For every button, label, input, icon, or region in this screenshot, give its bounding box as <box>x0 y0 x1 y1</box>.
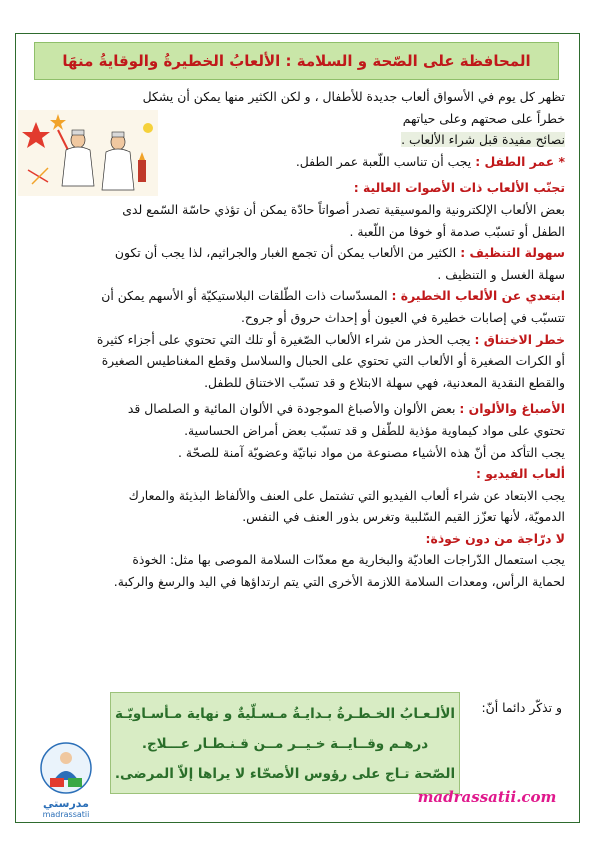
article-body <box>30 86 565 593</box>
video-text-1: يجب الابتعاد عن شراء ألعاب الفيديو التي تشتمل على العنف والألفاظ البذيئة والمعارك <box>128 487 565 503</box>
age-text: يجب أن تناسب اللّعبة عمر الطفل. <box>295 153 472 169</box>
proverb-line-3: الصّحة تـاج على رؤوس الأصحّاء لا يراها إلاّ المرضى. <box>114 766 456 782</box>
school-logo-icon <box>36 742 96 794</box>
bicycle-text-1: يجب استعمال الدّراجات العاديّة والبخارية مع معدّات السلامة الموصى بها مثل: الخوذة <box>132 552 565 568</box>
intro-line-2: خطراً على صحتهم وعلى حياتهم <box>402 110 565 126</box>
dangerous-heading: ابتعدي عن الألعاب الخطيرة : <box>391 288 565 304</box>
bicycle-heading: لا درّاجة من دون خوذة: <box>425 530 565 546</box>
paints-text-3: يجب التأكد من أنّ هذه الأشياء مصنوعة من مواد نباتيّة وعضويّة آمنة للصحّة . <box>177 444 565 460</box>
title-banner <box>34 42 559 80</box>
cleaning-text-1: الكثير من الألعاب يمكن أن تجمع الغبار والجراثيم، لذا يجب أن تكون <box>114 245 457 261</box>
logo-latin-text: madrassatii <box>42 810 90 819</box>
proverb-line-2: درهـم وقــايــة خـيــر مــن قـنـطـار عـــلاج. <box>141 736 429 752</box>
advice-line: نصائح مفيدة قبل شراء الألعاب . <box>401 132 565 148</box>
website-watermark: madrassatii.com <box>417 788 557 806</box>
choking-heading: خطر الاختناق : <box>474 331 565 347</box>
age-heading: * عمر الطفل : <box>475 153 565 169</box>
dangerous-text-2: تتسبّب في إصابات خطيرة في العيون أو إحداث حروق أو جروح. <box>240 309 565 325</box>
madrassatii-logo <box>30 742 102 822</box>
bicycle-text-2: لحماية الرأس، ومعدات السلامة اللازمة الأخرى التي يتم ارتداؤها في اليد والرسغ والركبة. <box>113 574 565 590</box>
cleaning-text-2: سهلة الغسل و التنظيف . <box>437 266 565 282</box>
paints-text-2: تحتوي على مواد كيماوية مؤذية للطّفل و قد تسبّب بعض أمراض الحساسية. <box>184 422 565 438</box>
video-text-2: الدمويّة، لأنها تعزّز القيم السّلبية وتغرس بذور العنف في النفس. <box>242 509 565 525</box>
choking-text-2: أو الكرات الصغيرة أو الألعاب التي تحتوي على الحبال والسلاسل وقطع المغناطيس الصغيرة <box>101 353 565 369</box>
logo-arabic-text: مدرستي <box>43 797 89 810</box>
paints-heading: الأصباغ والألوان : <box>459 401 565 417</box>
choking-text-1: يجب الحذر من شراء الألعاب الصّغيرة أو تلك التي تحتوي على أجزاء كثيرة <box>96 331 471 347</box>
cleaning-heading: سهولة التنظيف : <box>460 245 565 261</box>
paints-text-1: بعض الألوان والأصباغ الموجودة في الألوان المائية و الصلصال قد <box>127 401 456 417</box>
video-heading: ألعاب الفيديو : <box>475 466 565 482</box>
noise-text-2: الطفل أو تسبّب صدمة أو خوفا من اللّعبة . <box>349 223 565 239</box>
choking-text-3: والقطع النقدية المعدنية، فهي سهلة الابتلاع و قد تسبّب الاختناق للطفل. <box>204 374 565 390</box>
dangerous-text-1: المسدّسات ذات الطّلقات البلاستيكيّة أو الأسهم يمكن أن <box>101 288 388 304</box>
proverb-line-1: الألـعـابُ الخـطـرةُ بـدايـةُ مـسـلّيةٌ و نهاية مـأسـاويّـة <box>114 706 456 722</box>
remember-label: و تذكّر دائما أنّ: <box>481 700 562 715</box>
page-title: المحافظة على الصّحة و السلامة : الألعابُ الخطيرةُ والوقايةُ منهَا <box>62 52 531 70</box>
proverbs-box <box>110 692 460 794</box>
noise-heading: تجنّب الألعاب ذات الأصوات العالية : <box>353 180 565 196</box>
noise-text-1: بعض الألعاب الإلكترونية والموسيقية تصدر أصواتاً حادّة يمكن أن تؤذي حاسّة السّمع لدى <box>122 201 565 217</box>
intro-line-1: تظهر كل يوم في الأسواق ألعاب جديدة للأطفال ، و لكن الكثير منها يمكن أن يشكل <box>142 89 565 104</box>
